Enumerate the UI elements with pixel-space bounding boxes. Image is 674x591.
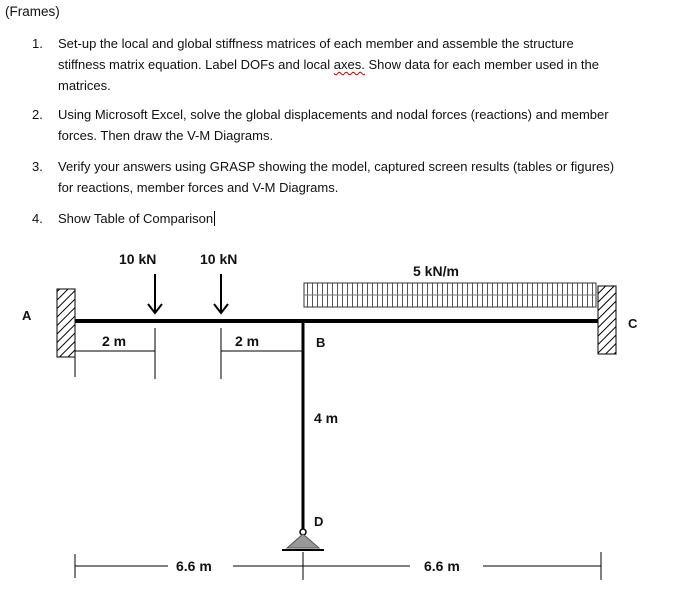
node-label-a: A [22,308,32,323]
item-number: 1. [32,36,43,51]
fixed-support-a [57,289,75,357]
item-text: Show Table of Comparison [58,211,214,226]
item-text: Using Microsoft Excel, solve the global displacements and nodal forces (reactions) and member forces. Then draw the V-M Diagrams. [58,107,609,143]
dim-label-4m: 4 m [314,410,339,426]
item-number: 4. [32,211,43,226]
point-load-arrow-1 [148,274,162,313]
item-number: 3. [32,159,43,174]
load-label-1: 10 kN [119,251,157,267]
udl-label: 5 kN/m [413,263,459,279]
node-label-c: C [628,316,638,331]
dimension-lines-beam [75,323,303,379]
node-label-b: B [316,335,326,350]
dim-label-2m-right: 2 m [235,333,260,349]
item-text: Verify your answers using GRASP showing the model, captured screen results (tables or figures) for reactions, member forces and V-M Diagrams. [58,159,615,195]
spellcheck-word: axes. [333,57,365,72]
fixed-support-c [598,286,616,354]
dimension-line-bottom [75,552,601,580]
item-number: 2. [32,107,43,122]
pin-support-d [282,529,324,550]
header-frames: (Frames) [5,4,60,19]
point-load-arrow-2 [214,274,228,313]
item-text: Set-up the local and global stiffness matrices of each member and assemble the structure stiffness matrix equation. Label DOFs and local axes. Show data for each member used in the matrices. [58,36,600,93]
dim-label-6-6m-right: 6.6 m [424,558,460,574]
dim-label-2m-left: 2 m [102,333,127,349]
node-label-d: D [314,514,324,529]
load-label-2: 10 kN [200,251,238,267]
dim-label-6-6m-left: 6.6 m [176,558,212,574]
